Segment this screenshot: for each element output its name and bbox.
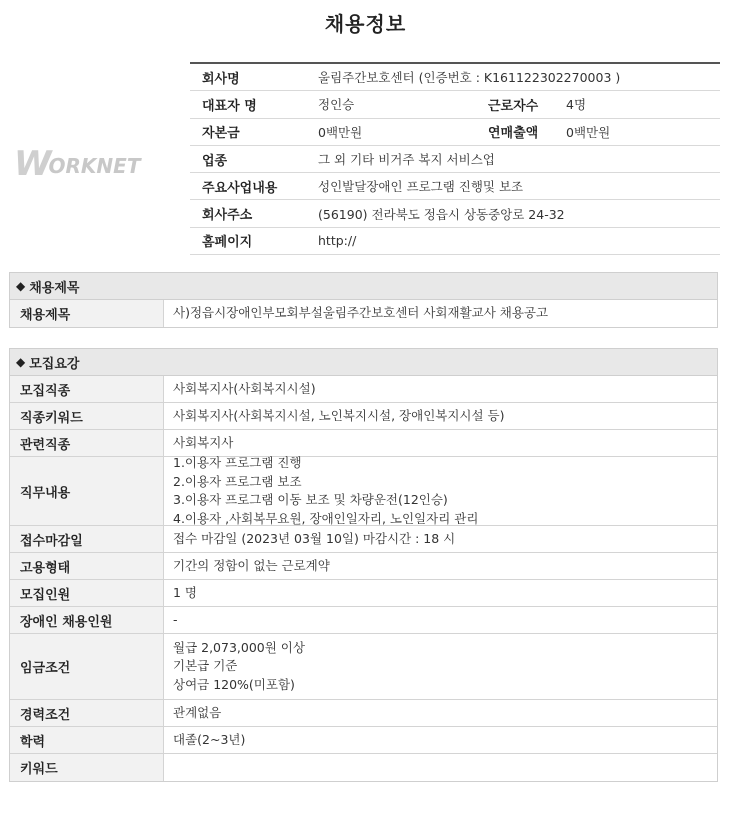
recruit-title-row bbox=[10, 300, 717, 327]
row-related-job bbox=[10, 430, 717, 457]
company-homepage-row bbox=[190, 228, 720, 255]
education-value bbox=[164, 727, 717, 753]
job-duties-line: 4.이용자 ,사회복무요원, 장애인일자리, 노인일자리 관리 bbox=[173, 510, 479, 526]
employees-value: 4명 bbox=[566, 97, 587, 113]
related-job-label: 관련직종 bbox=[10, 430, 164, 456]
row-disabled-hire bbox=[10, 607, 717, 634]
capital-label: 자본금 bbox=[202, 126, 240, 142]
row-job-category bbox=[10, 376, 717, 403]
recruit-requirements-heading bbox=[10, 349, 717, 376]
job-category-value bbox=[164, 376, 717, 402]
company-info-table bbox=[190, 62, 720, 255]
disabled-hire-line: - bbox=[173, 611, 178, 627]
job-duties-line: 2.이용자 프로그램 보조 bbox=[173, 473, 302, 489]
deadline-label: 접수마감일 bbox=[10, 526, 164, 552]
job-duties-line: 1.이용자 프로그램 진행 bbox=[173, 455, 302, 470]
page-title: 채용정보 bbox=[324, 12, 407, 36]
recruit-title-value: 사)정읍시장애인부모회부설울림주간보호센터 사회재활교사 채용공고 bbox=[173, 305, 549, 321]
wage-line: 기본급 기준 bbox=[173, 658, 238, 674]
job-category-line: 사회복지사(사회복지시설) bbox=[173, 380, 316, 396]
sales-label: 연매출액 bbox=[488, 126, 539, 142]
company-ceo-row bbox=[190, 91, 720, 118]
row-employment-type bbox=[10, 553, 717, 580]
experience-label: 경력조건 bbox=[10, 700, 164, 726]
recruit-title-section bbox=[9, 272, 718, 328]
employment-type-label: 고용형태 bbox=[10, 553, 164, 579]
employees-label: 근로자수 bbox=[488, 98, 539, 114]
company-name-row bbox=[190, 64, 720, 91]
related-job-value bbox=[164, 430, 717, 456]
wage-label: 임금조건 bbox=[10, 634, 164, 699]
row-experience bbox=[10, 700, 717, 727]
disabled-hire-value bbox=[164, 607, 717, 633]
logo-w-glyph: W bbox=[14, 144, 49, 184]
related-job-line: 사회복지사 bbox=[173, 434, 234, 450]
capital-value: 0백만원 bbox=[318, 124, 363, 140]
row-keywords bbox=[10, 754, 717, 781]
diamond-bullet-icon: ◆ bbox=[16, 355, 26, 369]
company-business-row bbox=[190, 173, 720, 200]
recruit-requirements-heading-text: 모집요강 bbox=[29, 356, 80, 372]
ceo-label: 대표자 명 bbox=[202, 98, 257, 114]
headcount-label: 모집인원 bbox=[10, 580, 164, 606]
recruit-requirements-rows bbox=[10, 376, 717, 781]
deadline-line: 접수 마감일 (2023년 03월 10일) 마감시간 : 18 시 bbox=[173, 530, 456, 546]
recruit-title-label: 채용제목 bbox=[10, 300, 164, 327]
keywords-label: 키워드 bbox=[10, 754, 164, 781]
sales-value: 0백만원 bbox=[566, 124, 611, 140]
recruit-title-heading-text: 채용제목 bbox=[29, 280, 80, 296]
job-duties-line: 3.이용자 프로그램 이동 보조 및 차량운전(12인승) bbox=[173, 492, 448, 507]
row-job-duties bbox=[10, 457, 717, 526]
company-industry-row bbox=[190, 146, 720, 173]
job-keyword-label: 직종키워드 bbox=[10, 403, 164, 429]
row-job-keyword bbox=[10, 403, 717, 430]
company-name-value: 울림주간보호센터 (인증번호 : K161122302270003 ) bbox=[318, 70, 621, 86]
diamond-bullet-icon: ◆ bbox=[16, 279, 26, 293]
education-line: 대졸(2~3년) bbox=[173, 731, 246, 747]
keywords-value bbox=[164, 754, 717, 781]
address-label: 회사주소 bbox=[202, 208, 253, 224]
company-capital-row bbox=[190, 119, 720, 146]
homepage-link[interactable]: http:// bbox=[318, 233, 357, 249]
ceo-value: 정인승 bbox=[318, 97, 355, 113]
experience-line: 관계없음 bbox=[173, 704, 222, 720]
row-education bbox=[10, 727, 717, 754]
headcount-value bbox=[164, 580, 717, 606]
education-label: 학력 bbox=[10, 727, 164, 753]
row-headcount bbox=[10, 580, 717, 607]
recruit-title-heading bbox=[10, 273, 717, 300]
company-name-label: 회사명 bbox=[202, 71, 240, 87]
recruit-requirements-section bbox=[9, 348, 718, 782]
row-wage bbox=[10, 634, 717, 700]
homepage-label: 홈페이지 bbox=[202, 235, 253, 251]
job-duties-label: 직무내용 bbox=[10, 457, 164, 525]
industry-label: 업종 bbox=[202, 153, 228, 169]
job-keyword-value bbox=[164, 403, 717, 429]
wage-value bbox=[164, 634, 717, 699]
experience-value bbox=[164, 700, 717, 726]
industry-value: 그 외 기타 비거주 복지 서비스업 bbox=[318, 152, 495, 168]
row-deadline bbox=[10, 526, 717, 553]
job-keyword-line: 사회복지사(사회복지시설, 노인복지시설, 장애인복지시설 등) bbox=[173, 407, 505, 423]
logo-text: ORKNET bbox=[48, 154, 141, 178]
wage-line: 상여금 120%(미포함) bbox=[173, 676, 295, 692]
deadline-value bbox=[164, 526, 717, 552]
address-value: (56190) 전라북도 정읍시 상동중앙로 24-32 bbox=[318, 206, 565, 222]
wage-line: 월급 2,073,000원 이상 bbox=[173, 639, 305, 655]
job-category-label: 모집직종 bbox=[10, 376, 164, 402]
company-address-row bbox=[190, 200, 720, 227]
business-label: 주요사업내용 bbox=[202, 180, 278, 196]
disabled-hire-label: 장애인 채용인원 bbox=[10, 607, 164, 633]
worknet-logo bbox=[14, 144, 170, 184]
job-duties-value bbox=[164, 457, 717, 525]
employment-type-line: 기간의 정함이 없는 근로계약 bbox=[173, 557, 330, 573]
headcount-line: 1 명 bbox=[173, 584, 198, 600]
employment-type-value bbox=[164, 553, 717, 579]
business-value: 성인발달장애인 프로그램 진행및 보조 bbox=[318, 179, 524, 195]
